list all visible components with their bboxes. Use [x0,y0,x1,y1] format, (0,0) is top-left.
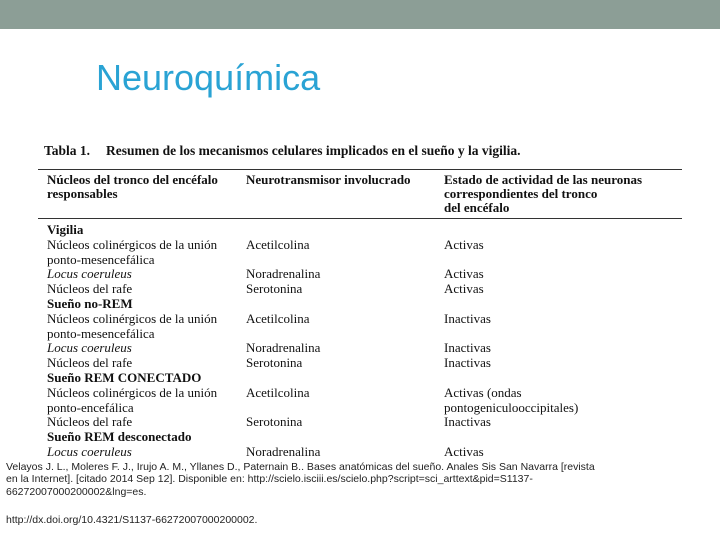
table-body [38,219,682,460]
table-cell-activity: Activas [444,281,484,297]
table-section-row [38,430,682,445]
slide-title: Neuroquímica [96,57,321,98]
table-row [38,341,682,356]
table-cell-nuclei: Locus coeruleus [47,340,132,356]
table-cell-activity: Inactivas [444,340,491,356]
table-cell-neurotransmitter [246,430,444,445]
table-cell-nuclei: Núcleos del rafe [47,281,133,297]
table-cell-neurotransmitter: Serotonina [246,414,303,430]
table-cell-activity [444,371,682,386]
table-cell-nuclei: Núcleos colinérgicos de la unión ponto-mesencefálica [47,236,218,267]
table-cell-nuclei: Locus coeruleus [47,266,132,282]
table-cell-nuclei: Vigilia [47,222,84,237]
table-header-nuclei: Núcleos del tronco del encéfalo responsables [47,172,218,201]
table-row [38,356,682,371]
table-cell-nuclei: Sueño REM desconectado [47,429,192,445]
table-cell-activity: Inactivas [444,355,491,371]
table-cell-activity: Inactivas [444,310,491,326]
table-cell-nuclei: Núcleos del rafe [47,414,133,430]
table-row [38,267,682,282]
table-cell-activity: Activas [444,266,484,282]
table-header-row [38,170,682,215]
table-caption [38,140,682,162]
table-cell-neurotransmitter: Noradrenalina [246,340,321,356]
table-cell-nuclei: Núcleos colinérgicos de la unión ponto-encefálica [47,384,218,415]
table-cell-neurotransmitter: Noradrenalina [246,266,321,282]
table-row [38,415,682,430]
table-cell-nuclei: Sueño no-REM [47,295,133,311]
table-header-neurotransmitter: Neurotransmisor involucrado [246,172,411,187]
table-section-row [38,297,682,312]
table-figure [38,140,682,460]
table-cell-neurotransmitter [246,371,444,386]
table-caption-number: Tabla 1. [44,143,91,158]
table-section-row [38,223,682,238]
table-cell-activity: Inactivas [444,414,491,430]
table-cell-neurotransmitter: Noradrenalina [246,443,321,459]
table-cell-nuclei: Locus coeruleus [47,443,132,459]
table-cell-activity [444,297,682,312]
table-cell-neurotransmitter: Serotonina [246,281,303,297]
table-header-activity: Estado de actividad de las neuronas correspondientes del tronco del encéfalo [444,172,643,215]
top-decoration-bar [0,0,720,29]
table-cell-neurotransmitter [246,297,444,312]
table-cell-activity: Activas [444,443,484,459]
table-cell-activity: Activas (ondas pontogeniculooccipitales) [444,384,579,415]
citation-text: Velayos J. L., Moleres F. J., Irujo A. M., Yllanes D., Paternain B.. Bases anatómicas del sueño. Anales Sis San Navarra [revista en la Internet]. [citado 2014 Sep 12]. Disponible en: http://scielo.isciii.es/scielo.php?script=sci_arttext&pid=S1137-66272007000200002&lng=es. [6,461,606,498]
table-row [38,282,682,297]
table-row [38,312,682,342]
table-cell-neurotransmitter: Acetilcolina [246,310,310,326]
table-cell-neurotransmitter [246,223,444,238]
table-cell-activity: Activas [444,236,484,252]
table-cell-activity [444,223,682,238]
table-cell-neurotransmitter: Serotonina [246,355,303,371]
table-cell-neurotransmitter: Acetilcolina [246,384,310,400]
table-section-row [38,371,682,386]
table-caption-text: Resumen de los mecanismos celulares implicados en el sueño y la vigilia. [106,143,521,158]
table-cell-nuclei: Núcleos colinérgicos de la unión ponto-mesencefálica [47,310,218,341]
table-row [38,445,682,460]
doi-link[interactable]: http://dx.doi.org/10.4321/S1137-66272007000200002. [6,514,258,526]
table-cell-activity [444,430,682,445]
table-row [38,386,682,416]
table-cell-nuclei: Sueño REM CONECTADO [47,369,202,385]
table-cell-nuclei: Núcleos del rafe [47,355,133,371]
table-row [38,238,682,268]
table-cell-neurotransmitter: Acetilcolina [246,236,310,252]
